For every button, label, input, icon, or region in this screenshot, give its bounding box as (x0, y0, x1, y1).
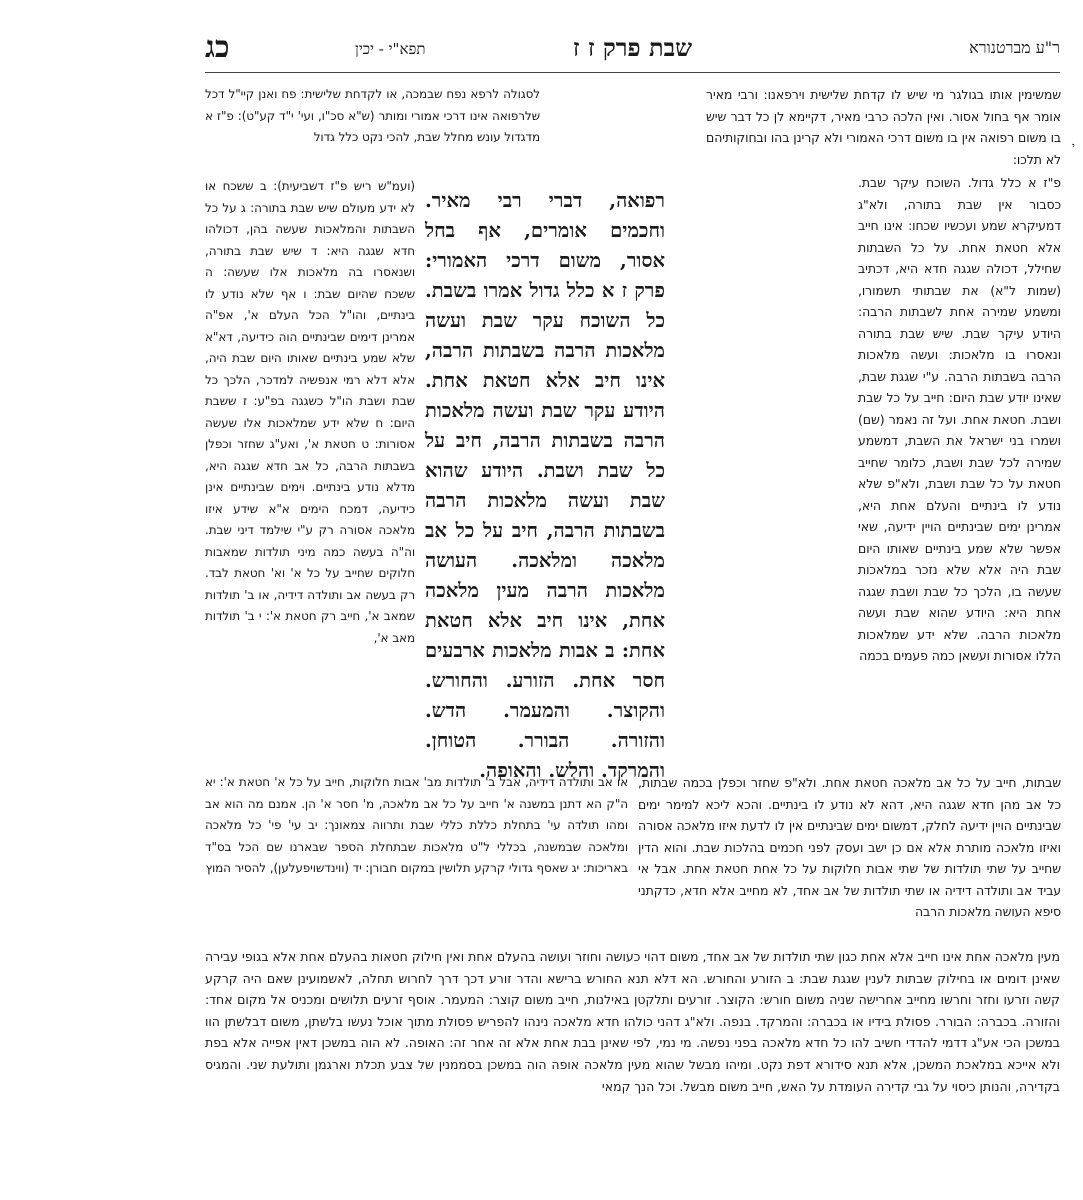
mishnah-text: רפואה, דברי רבי מאיר. וחכמים אומרים, אף בחל אסור, משום דרכי האמורי: פרק ז א כלל גדול אמרו בשבת. כל השוכח עקר שבת ועשה מלאכות הרבה בשבתות הרבה, אינו חיב אלא חטאת אחת. היודע עקר שבת ועשה מלאכות הרבה בשבתות הרבה, חיב על כל שבת ושבת. היודע שהוא שבת ועשה מלאכות הרבה בשבתות הרבה, חיב על כל אב מלאכה ומלאכה. העושה מלאכות הרבה מעין מלאכה אחת, אינו חיב אלא חטאת אחת: ב אבות מלאכות ארבעים חסר אחת. הזורע. והחורש. והקוצר. והמעמר. הדש. והזורה. הבורר. הטוחן. והמרקד. והלש. והאופה. (425, 189, 665, 782)
bartenura-bottom (638, 772, 1061, 944)
tiferet-bottom (205, 772, 628, 944)
tiferet-column (205, 176, 415, 756)
page-header (205, 30, 1060, 70)
tiferet-top (205, 84, 540, 176)
margin-mark: י (1072, 140, 1075, 153)
bartenura-top-text: שמשימין אותו בגולגר מי שיש לו קדחת שלישית וירפאנו: ורבי מאיר אומר אף בחול אסור. ואין הלכה כרבי מאיר, דקיימא לן כל דבר שיש בו משום רפואה אין בו משום דרכי האמורי ולא קרינן בהו ובחוקותיהם לא תלכו: (706, 87, 1061, 167)
bartenura-column-text: פ"ז א כלל גדול. השוכח עיקר שבת. כסבור אין שבת בתורה, ולא"ג דמעיקרא שמע ועכשיו שכחו: אינו חייב אלא חטאת אחת. על כל השבתות שחילל, דכולה שגגה חדא היא, דכתיב (שמות ל"א) את שבתותי תשמורו, ומשמע שמירה אחת לשבתות הרבה: היודע עיקר שבת. שיש שבת בתורה ונאסרו בו מלאכות: ועשה מלאכות הרבה בשבתות הרבה. ע"י שגגת שבת, שאינו יודע שבת היום: חייב על כל שבת ושבת. חטאת אחת. ועל זה נאמר (שם) ושמרו בני ישראל את השבת, דמשמע שמירה לכל שבת ושבת, כלומר שחייב חטאת על כל שבת ושבת, ולא"פ שלא נודע לו בינתיים והעלם אחת היא, אמרינן ימים שבינתיים הויין ידיעה, שאי אפשר שלא שמע בינתיים שאותו היום שבת היה אלא שלא נזכר במלאכות שעשה בו, הלכך כל שבת ושבת שגגה אחת היא: היודע שהוא שבת ועשה מלאכות הרבה. שלא ידע שמלאכות הללו אסורות ועשאן כמה פעמים בכמה (858, 175, 1061, 663)
page-number: כג (205, 30, 230, 65)
tiferet-column-text: (ועמ"ש ריש פ"ז דשביעית): ב ששכח או לא ידע מעולם שיש שבת בתורה: ג על כל השבתות והמלאכות שעשה בהן, דכולהו חדא שגגה היא: ד שיש שבת בתורה, ושנאסרו בה מלאכות אלו שעשה: ה ששכח שהיום שבת: ו אף שלא נודע לו בינתיים, והו"ל הכל העלם א', אפ"ה אמרינן דימים שבינתיים הוה כידיעה, דא"א שלא שמע בינתיים שאותו היום שבת היה, אלא דלא רמי אנפשיה למדכר, הלכך כל שבת ושבת הו"ל כשגגה בפ"ע: ז ששבת היום: ח שלא ידע שמלאכות אלו שעשה אסורות: ט חטאת א', ואע"ג שחזר וכפלן בשבתות הרבה, כל אב חדא שגגה היא, מדלא נודע בינתיים. וימים שבינתיים אינן כידיעה, דמכח הימים א"א שידע איזו מלאכה אסורה רק ע"י שילמד דיני שבת. וה"ה בעשה כמה מיני תולדות שמאבות חלוקים שחייב על כל א' וא' חטאת לבד. רק בעשה אב ותולדה דידיה, או ב' תולדות שמאב א', חייב רק חטאת א': י ב' תולדות מאב א', (205, 179, 415, 645)
bartenura-column (858, 172, 1061, 812)
bartenura-top (706, 84, 1061, 174)
bartenura-full-width-text: מעין מלאכה אחת אינו חייב אלא אחת כגון שתי תולדות של אב אחד, משום דהוי כעושה וחוזר ועושה בהעלם אחת ואין חילוק חטאות בהעלם אחת אלא בגופי עבירה שאינן דומים או בחילוק שבתות לענין שגגת שבת: ב הזורע והחורש. הא דלא תנא החורש ברישא והדר זורע דכך דרך לחרוש תחלה, לאשמועינן שאם היה קרקע קשה וזרעו וחזר וחרשו מחייב אחרישה שניה משום חורש: הקוצר. זורעים ותלקטן באילנות, חייב משום קוצר: המעמר. אוסף זרעים תלושים ומכניס אל מקום אחד: והזורה. בכברה: הבורר. פסולת בידיו או בכברה: והמרקד. בנפה. ולא"ג דהני כולהו חדא מלאכה נינהו להפריש פסולת מתוך אוכל נעשו בלשתן, משום דבלשתן הוו במשכן הכי אע"ג דדמי להדדי חשיב להו כל חדא מלאכה בפני נפשה. מי נמי, לפי שאינן בבת אחת אלא זה אחר זה: האופה. לא הוה במשכן דאין אפייה אלא בפת ולא אייכא במלאכת המשכן, אלא תנא סידורא דפת נקט. ומיהו מבשל שהוא מעין מלאכה אופה הוה במשכן בסממנין של צבע תכלת וארגמן ותולעת שני. והמגיס בקדירה, והנותן כיסוי על גבי קדירה העומדת על האש, חייב משום מבשל. וכל הנך קמאי (205, 949, 1060, 1094)
mishnah-text-block (425, 186, 665, 782)
tiferet-bottom-text: או אב ותולדה דידיה, אבל ב' תולדות מב' אבות חלוקות, חייב על כל א' חטאת א': יא ה"ק הא דתנן במשנה א' חייב על כל אב מלאכה, מ' חסר א' הן. אמנם מה הוא אב ומהו תולדה עי' בתחלת כללת כללי שבת ותרווה צמאונך: יב עי' פי' כל מלאכה ומלאכה שבמשנה, בכללי ל"ט מלאכות שבתחלת הספר שבארנו שם הכל בס"ד באריכות: יג שאסף גדולי קרקע תלושין במקום חבורן: יד (ווינדשויפעלען), להסיר המוץ (205, 775, 628, 875)
tiferet-top-text: לסגולה לרפא נפח שבמכה, או לקדחת שלישית: פח ואנן קיי"ל דכל שלרפואה אינו דרכי אמורי ומותר (ש"א סכ"ו, ועי' י"ד קע"ט): פ"ז א מדגדול עונש מחלל שבת, להכי נקט כלל גדול (205, 87, 540, 144)
bartenura-bottom-text: שבתות, חייב על כל אב מלאכה חטאת אחת. ולא"פ שחזר וכפלן בכמה שבתות, כל אב מהן חדא שגגה היא, דהא לא נודע לו בינתיים. והכא ליכא למימר ימים שבינתיים הויין ידיעה לחלק, דמשום ימים שבינתיים אין לו לדעת איזו מלאכה אסורה ואיזו מלאכה מותרת אלא אם כן ישב ועסק לפני חכמים בהלכות שבת. והוא הדין שחייב על שתי תולדות של שתי אבות חלוקות על כל אחת חטאת אחת. אבל אי עביד אב ותולדה דידיה או שתי תולדות של אב אחד, לא מחייב אלא חדא, כדקתני סיפא העושה מלאכות הרבה (638, 775, 1061, 919)
bartenura-full-width (205, 946, 1060, 1182)
header-divider (205, 72, 1060, 73)
header-commentary-title: ר"ע מברטנורא (969, 38, 1060, 57)
header-chapter-title: שבת פרק ז ז (572, 33, 693, 62)
header-tiferet-title: תפא"י - יכין (355, 40, 426, 58)
